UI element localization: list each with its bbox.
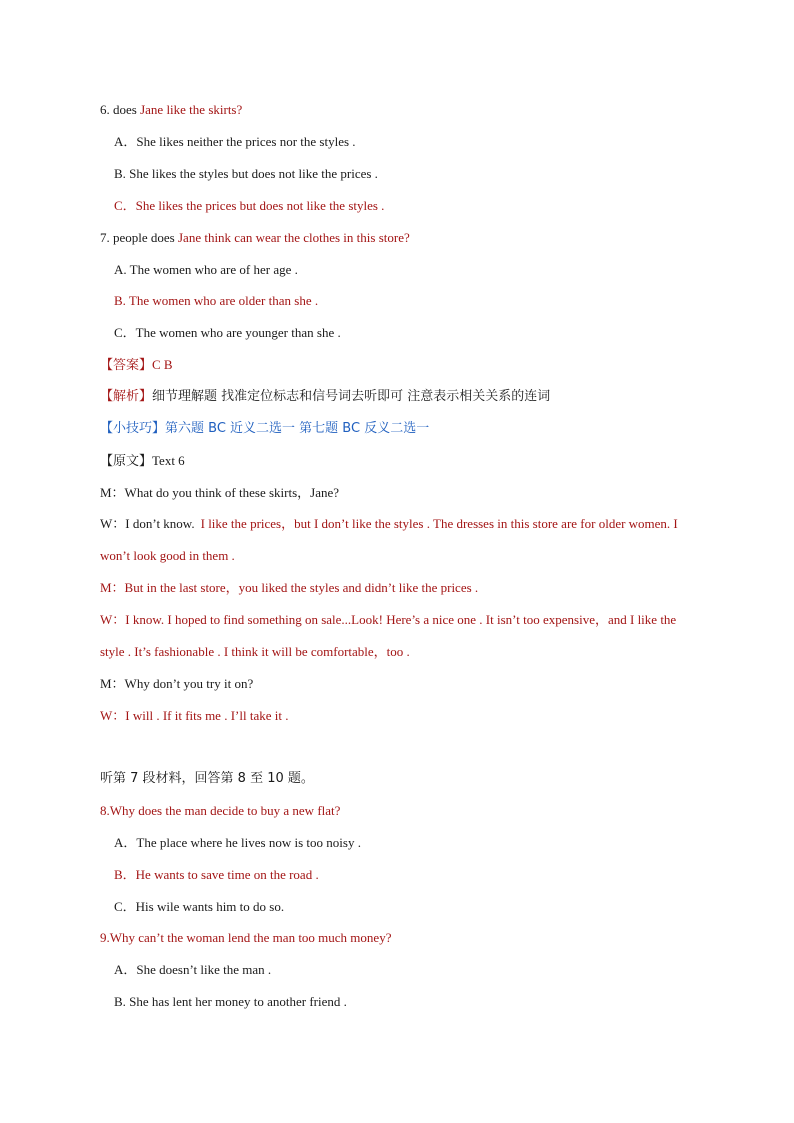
q9-option-a: A．She doesn’t like the man .	[114, 962, 272, 977]
original-label: 【原文】	[100, 454, 153, 469]
tip-label: 【小技巧】	[100, 421, 166, 436]
q6-number: 6.	[100, 102, 110, 117]
dialogue-line-5: W：I know. I hoped to find something on sale...Look! Here’s a nice one . It isn’t too expensive，and I like the	[100, 612, 677, 627]
answer-text: C B	[152, 357, 173, 372]
q6-option-b: B. She likes the styles but does not like the prices .	[114, 166, 378, 181]
tip-text: 第六题 BC 近义二选一 第七题 BC 反义二选一	[165, 421, 430, 436]
q7-option-c: C．The women who are younger than she .	[114, 325, 341, 340]
dialogue-line-3: won’t look good in them .	[100, 548, 235, 563]
dialogue-line-6: style . It’s fashionable . I think it will be comfortable，too .	[100, 644, 410, 659]
q8-option-b: B．He wants to save time on the road .	[114, 867, 319, 882]
dialogue-line-2b: I like the prices，but I don’t like the styles . The dresses in this store are for older women. I	[200, 516, 678, 531]
q6-option-a: A．She likes neither the prices nor the styles .	[114, 134, 356, 149]
q7-stem: Jane think can wear the clothes in this store?	[177, 230, 410, 245]
q6-option-c: C．She likes the prices but does not like the styles .	[114, 198, 385, 213]
dialogue-line-8: W：I will . If it fits me . I’ll take it .	[100, 708, 289, 723]
analysis-text: 细节理解题 找准定位标志和信号词去听即可 注意表示相关关系的连词	[152, 389, 551, 404]
dialogue-line-4: M：But in the last store，you liked the styles and didn’t like the prices .	[100, 580, 479, 595]
q8-option-a: A．The place where he lives now is too noisy .	[114, 835, 361, 850]
q7-number: 7.	[100, 230, 110, 245]
analysis-line	[100, 389, 550, 405]
q9-option-b: B. She has lent her money to another friend .	[114, 994, 347, 1009]
dialogue-line-7: M：Why don’t you try it on?	[100, 676, 254, 691]
answer-label: 【答案】	[100, 358, 153, 373]
tip-line	[100, 421, 429, 437]
q8-option-c: C．His wile wants him to do so.	[114, 899, 285, 914]
q6-stem: Jane like the skirts?	[140, 102, 243, 117]
question-8: 8.Why does the man decide to buy a new flat?	[100, 803, 341, 818]
analysis-label: 【解析】	[100, 389, 153, 404]
q7-option-a: A. The women who are of her age .	[114, 262, 298, 277]
original-line	[100, 453, 185, 470]
question-6	[100, 102, 242, 118]
answer-line	[100, 357, 173, 374]
dialogue-line-2a: W：I don’t know.	[100, 516, 195, 531]
section-7-heading: 听第 7 段材料，回答第 8 至 10 题。	[100, 771, 314, 786]
original-text: Text 6	[152, 453, 185, 468]
q7-pre: people does	[113, 230, 175, 245]
q7-option-b: B. The women who are older than she .	[114, 293, 319, 308]
q6-pre: does	[113, 102, 137, 117]
dialogue-line-2	[100, 516, 678, 532]
question-9: 9.Why can’t the woman lend the man too much money?	[100, 930, 392, 945]
dialogue-line-1: M：What do you think of these skirts，Jane?	[100, 485, 340, 500]
question-7	[100, 230, 410, 246]
